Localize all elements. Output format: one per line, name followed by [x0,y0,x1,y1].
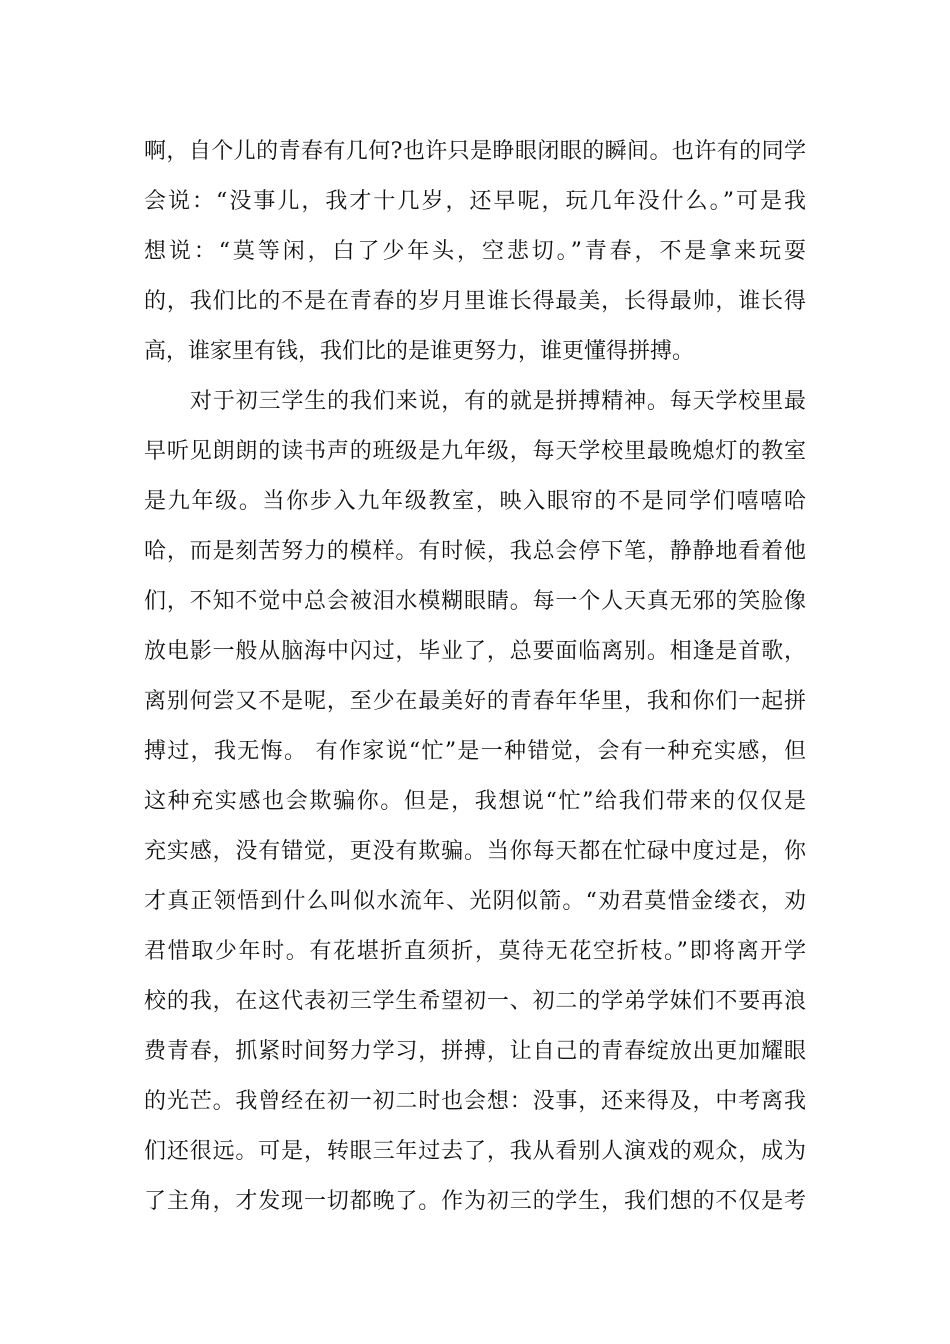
text-line: 高，谁家里有钱，我们比的是谁更努力，谁更懂得拼搏。 [144,339,695,364]
text-line: 校的我，在这代表初三学生希望初一、初二的学弟学妹们不要再浪 [144,989,806,1014]
text-line: 是九年级。当你步入九年级教室，映入眼帘的不是同学们嘻嘻哈 [144,489,806,514]
text-line: 会说：“没事儿，我才十几岁，还早呢，玩几年没什么。”可是我 [144,189,806,214]
text-line: 这种充实感也会欺骗你。但是，我想说“忙”给我们带来的仅仅是 [144,789,806,814]
text-line: 君惜取少年时。有花堪折直须折，莫待无花空折枝。”即将离开学 [144,939,806,964]
text-line: 早听见朗朗的读书声的班级是九年级，每天学校里最晚熄灯的教室 [144,439,806,464]
text-line: 搏过，我无悔。 有作家说“忙”是一种错觉，会有一种充实感，但 [144,739,806,764]
text-line: 们，不知不觉中总会被泪水模糊眼睛。每一个人天真无邪的笑脸像 [144,589,806,614]
text-line: 离别何尝又不是呢，至少在最美好的青春年华里，我和你们一起拼 [144,689,806,714]
text-line: 啊，自个儿的青春有几何?也许只是睁眼闭眼的瞬间。也许有的同学 [144,139,806,164]
text-line: 的光芒。我曾经在初一初二时也会想：没事，还来得及，中考离我 [144,1089,806,1114]
text-line: 放电影一般从脑海中闪过，毕业了，总要面临离别。相逢是首歌， [144,639,806,664]
text-line: 才真正领悟到什么叫似水流年、光阴似箭。“劝君莫惜金缕衣，劝 [144,889,806,914]
text-line: 的，我们比的不是在青春的岁月里谁长得最美，长得最帅，谁长得 [144,289,806,314]
text-line: 想说：“莫等闲，白了少年头，空悲切。”青春，不是拿来玩耍 [144,239,806,264]
text-line: 了主角，才发现一切都晚了。作为初三的学生，我们想的不仅是考 [144,1189,806,1214]
text-line: 充实感，没有错觉，更没有欺骗。当你每天都在忙碌中度过是，你 [144,839,806,864]
text-line: 对于初三学生的我们来说，有的就是拼搏精神。每天学校里最 [190,389,806,414]
text-line: 们还很远。可是，转眼三年过去了，我从看别人演戏的观众，成为 [144,1139,806,1164]
text-line: 哈，而是刻苦努力的模样。有时候，我总会停下笔，静静地看着他 [144,539,806,564]
text-line: 费青春，抓紧时间努力学习，拼搏，让自己的青春绽放出更加耀眼 [144,1039,806,1064]
